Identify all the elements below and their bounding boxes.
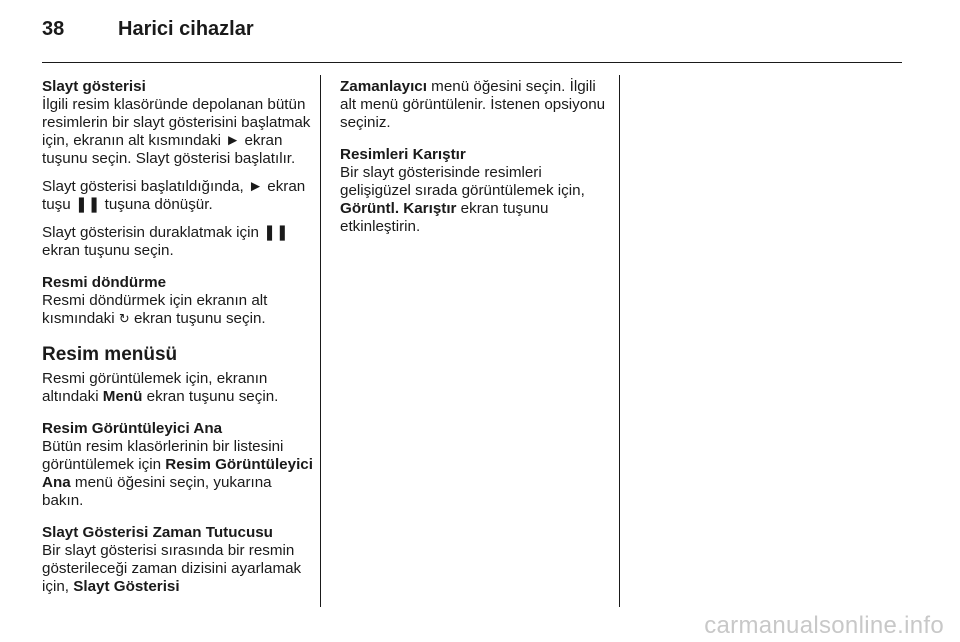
- slideshow-section: [42, 78, 314, 260]
- menu-paragraph: [42, 370, 314, 406]
- slideshow-p2-text: Slayt gösterisi başlatıldığında,: [42, 178, 248, 195]
- rotate-icon: ↻: [118, 311, 130, 326]
- slideshow-heading: Slayt gösterisi: [42, 78, 146, 95]
- left-column: [42, 78, 314, 606]
- viewer-text: Bütün resim klasörlerinin bir listesini görüntülemek için: [42, 438, 284, 473]
- slideshow-p2-text-mid: ekran tuşu: [42, 178, 306, 213]
- watermark: carmanualsonline.info: [704, 612, 944, 639]
- timer-continuation: [340, 78, 612, 132]
- slideshow-paragraph-3: [42, 224, 314, 260]
- timer-paragraph: [42, 542, 314, 596]
- rotate-paragraph: [42, 292, 314, 328]
- slideshow-p1-text-end: ekran tuşunu seçin. Slayt gösterisi başlatılır.: [42, 132, 296, 167]
- rotate-heading: Resmi döndürme: [42, 274, 167, 291]
- shuffle-bold: Görüntl. Karıştır: [340, 200, 457, 217]
- shuffle-text: Bir slayt gösterisinde resimleri gelişigüzel sırada görüntülemek için,: [340, 164, 585, 199]
- play-icon: ►: [225, 132, 241, 149]
- rotate-text: Resmi döndürmek için ekranın alt kısmındaki: [42, 292, 268, 327]
- pause-icon: ❚❚: [74, 196, 101, 213]
- timer-cont-text: menü öğesini seçin. İlgili alt menü görüntülenir. İstenen opsiyonu seçiniz.: [340, 78, 606, 131]
- menu-heading: Resim menüsü: [42, 344, 178, 365]
- shuffle-heading: Resimleri Karıştır: [340, 146, 466, 163]
- slideshow-p3-text: Slayt gösterisin duraklatmak için: [42, 224, 264, 241]
- menu-section: [42, 344, 314, 406]
- menu-text-end: ekran tuşunu seçin.: [142, 388, 279, 405]
- rotate-section: [42, 274, 314, 328]
- slideshow-p2-text-end: tuşuna dönüşür.: [100, 196, 213, 213]
- slideshow-paragraph-1: [42, 96, 314, 168]
- timer-section: [42, 524, 314, 596]
- column-divider-left: [320, 75, 321, 607]
- shuffle-text-end: ekran tuşunu etkinleştirin.: [340, 200, 549, 235]
- page-number: 38: [42, 18, 65, 40]
- slideshow-p3-text-end: ekran tuşunu seçin.: [42, 242, 174, 259]
- right-column: [340, 78, 612, 246]
- page-header: [42, 18, 254, 41]
- shuffle-section: [340, 146, 612, 236]
- slideshow-paragraph-2: [42, 178, 314, 214]
- column-divider-right: [619, 75, 620, 607]
- rotate-text-end: ekran tuşunu seçin.: [129, 310, 266, 327]
- viewer-paragraph: [42, 438, 314, 510]
- menu-bold: Menü: [102, 388, 143, 405]
- menu-text: Resmi görüntülemek için, ekranın altındaki: [42, 370, 268, 405]
- page-title: Harici cihazlar: [118, 18, 254, 40]
- slideshow-p1-text: İlgili resim klasöründe depolanan bütün resimlerin bir slayt gösterisini başlatmak için, ekranın alt kısmındaki: [42, 96, 311, 149]
- play-icon: ►: [248, 178, 264, 195]
- pause-icon: ❚❚: [263, 224, 289, 241]
- timer-bold: Slayt Gösterisi: [73, 578, 180, 595]
- header-rule: [42, 62, 902, 63]
- viewer-bold: Resim Görüntüleyici Ana: [42, 456, 313, 491]
- viewer-text-end: menü öğesini seçin, yukarına bakın.: [42, 474, 272, 509]
- viewer-section: [42, 420, 314, 510]
- timer-cont-bold: Zamanlayıcı: [340, 78, 427, 95]
- timer-heading: Slayt Gösterisi Zaman Tutucusu: [42, 524, 273, 541]
- viewer-heading: Resim Görüntüleyici Ana: [42, 420, 223, 437]
- timer-text: Bir slayt gösterisi sırasında bir resmin gösterileceği zaman dizisini ayarlamak için,: [42, 542, 302, 595]
- shuffle-paragraph: [340, 164, 612, 236]
